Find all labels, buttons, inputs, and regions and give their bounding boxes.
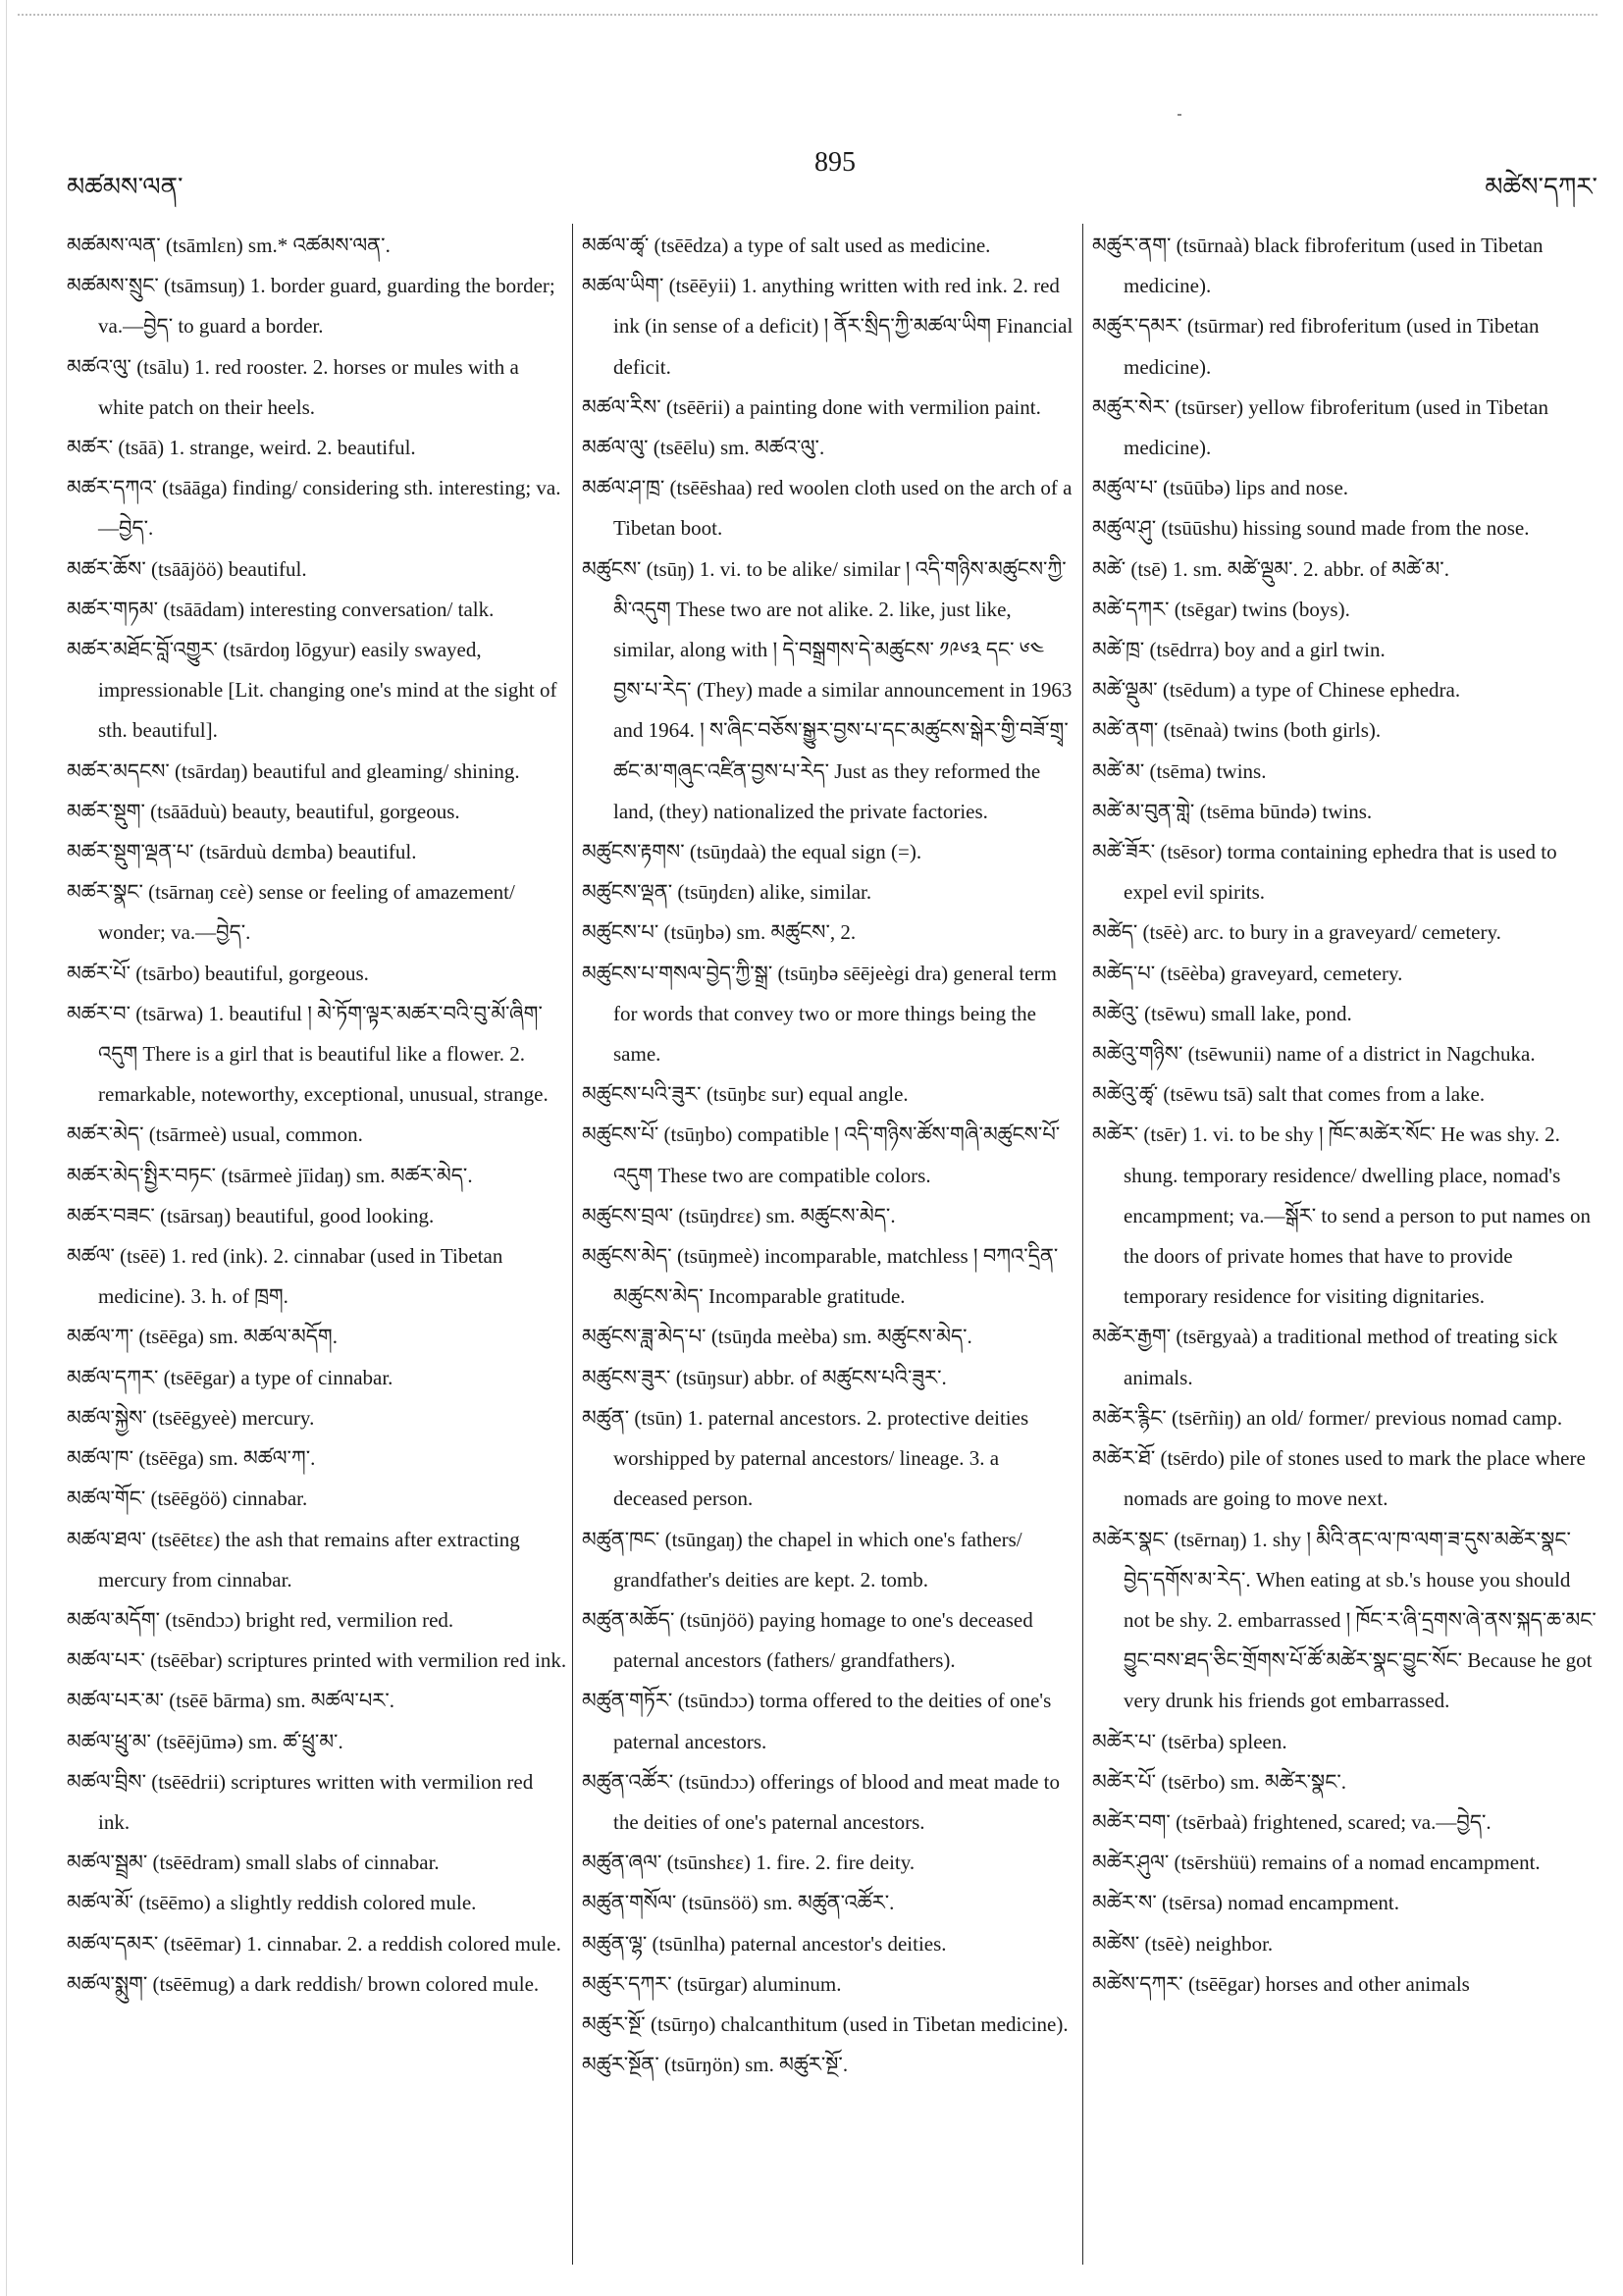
dictionary-entry: མཚུལ་ཤུ་ (tsūūshu) hissing sound made from the nose. [1092,516,1530,541]
dictionary-entry: མཚུན་ཞལ་ (tsūnshɛɛ) 1. fire. 2. fire deity. [582,1851,916,1875]
dictionary-entry: མཚེའུ་ཚྭ་ (tsēwu tsā) salt that comes from a lake. [1092,1082,1486,1107]
dictionary-entry: མཚལ་དཀར་ (tsēēgar) a type of cinnabar. [67,1365,393,1389]
dictionary-entry: མཚལ་ཡིག་ (tsēēyii) 1. anything written with red ink. 2. red ink (in sense of a deficit) ། ནོར་སྲིད་ཀྱི་མཚལ་ཡིག Financial deficit. [582,274,1073,379]
dictionary-entry: མཚལ་སྦྲམ་ (tsēēdram) small slabs of cinnabar. [67,1851,440,1875]
dictionary-entry: མཚེར་ (tsēr) 1. vi. to be shy ། ཁོང་མཚེར་སོང་ He was shy. 2. shung. temporary residence/ dwelling place, nomad's encampment; va.—སྒོར་ to send a person to put names on the doors of private homes that have to provide temporary residence for visiting dignitaries. [1092,1122,1592,1309]
page-edge [6,0,7,2296]
scan-edge-mark [18,14,1597,16]
dictionary-entry: མཚར་དཀའ་ (tsāāga) finding/ considering sth. interesting; va.—བྱེད་. [67,476,561,541]
guide-word-right: མཚེས་དཀར་ [1485,173,1597,201]
column-left [67,226,569,2005]
dictionary-entry: མཚར་ཆོས་ (tsāājöö) beautiful. [67,556,307,581]
dictionary-entry: མཚམས་སྲུང་ (tsāmsuŋ) 1. border guard, guarding the border; va.—བྱེད་ to guard a border. [67,274,555,339]
dictionary-entry: མཚེར་པ་ (tsērba) spleen. [1092,1729,1287,1753]
dictionary-entry: མཚལ་པར་ (tsēēbar) scriptures printed with vermilion red ink. [67,1648,567,1673]
dictionary-entry: མཚེ་མ་ (tsēma) twins. [1092,758,1267,783]
page-header [67,147,1597,206]
scan-speck [1178,114,1181,116]
dictionary-entry: མཚལ་པར་མ་ (tsēē bārma) sm. མཚལ་པར་. [67,1689,395,1713]
dictionary-entry: མཚུར་སེར་ (tsūrser) yellow fibroferitum (used in Tibetan medicine). [1092,394,1548,460]
dictionary-entry: མཚལ་ཐལ་ (tsēētɛɛ) the ash that remains after extracting mercury from cinnabar. [67,1527,520,1592]
dictionary-entry: མཚུངས་རྟགས་ (tsūŋdaà) the equal sign (=). [582,840,922,864]
column-right [1092,226,1597,2005]
dictionary-entry: མཚུན་ལྷ་ (tsūnlha) paternal ancestor's deities. [582,1931,947,1956]
dictionary-entry: མཚེས་ (tsēè) neighbor. [1092,1931,1274,1956]
dictionary-entry: མཚལ་ལུ་ (tsēēlu) sm. མཚའ་ལུ་. [582,436,825,460]
page-number: 895 [814,147,856,178]
column-middle [582,226,1074,2085]
dictionary-entry: མཚེ་མ་བུན་གླེ་ (tsēma būndə) twins. [1092,799,1373,823]
dictionary-entry: མཚུན་འཚོར་ (tsūndɔɔ) offerings of blood and meat made to the deities of one's paternal ancestors. [582,1769,1060,1834]
dictionary-entry: མཚེར་པོ་ (tsērbo) sm. མཚེར་སྣང་. [1092,1769,1347,1794]
dictionary-entry: མཚར་སྣང་ (tsārnaŋ cɛè) sense or feeling of amazement/ wonder; va.—བྱེད་. [67,880,515,945]
dictionary-entry: མཚལ་གོང་ (tsēēgöö) cinnabar. [67,1487,308,1511]
dictionary-entry: མཚར་སྡུག་ (tsāāduù) beauty, beautiful, gorgeous. [67,799,460,823]
dictionary-entry: མཚལ་ཤ་ཁྲ་ (tsēēshaa) red woolen cloth used on the arch of a Tibetan boot. [582,476,1073,541]
dictionary-entry: མཚུངས་ཟུར་ (tsūŋsur) abbr. of མཚུངས་པའི་ཟུར་. [582,1365,947,1389]
dictionary-entry: མཚེར་བག་ (tsērbaà) frightened, scared; va.—བྱེད་. [1092,1809,1492,1834]
dictionary-entry: མཚར་ (tsāā) 1. strange, weird. 2. beautiful. [67,436,416,460]
dictionary-entry: མཚུན་གསོལ་ (tsūnsöö) sm. མཚུན་འཚོར་. [582,1891,895,1915]
dictionary-entry: མཚུར་སྔོ་ (tsūrŋo) chalcanthitum (used in Tibetan medicine). [582,2011,1069,2036]
dictionary-entry: མཚུན་མཆོད་ (tsūnjöö) paying homage to one's deceased paternal ancestors (fathers/ grandfathers). [582,1607,1033,1673]
dictionary-entry: མཚུངས་པོ་ (tsūŋbo) compatible ། འདི་གཉིས་ཚོས་གཞི་མཚུངས་པོ་འདུག These two are compatible colors. [582,1122,1061,1187]
dictionary-entry: མཚེ་ལྡུམ་ (tsēdum) a type of Chinese ephedra. [1092,678,1461,703]
dictionary-entry: མཚུར་དཀར་ (tsūrgar) aluminum. [582,1971,842,1996]
dictionary-entry: མཚལ་ཚྭ་ (tsēēdza) a type of salt used as medicine. [582,234,991,257]
dictionary-entry: མཚལ་སྨུག་ (tsēēmug) a dark reddish/ brown colored mule. [67,1971,540,1996]
dictionary-entry: མཚེད་པ་ (tsēèba) graveyard, cemetery. [1092,961,1403,985]
dictionary-entry: མཚུན་གཏོར་ (tsūndɔɔ) torma offered to the deities of one's paternal ancestors. [582,1689,1052,1753]
dictionary-entry: མཚར་གཏམ་ (tsāādam) interesting conversation/ talk. [67,597,495,621]
dictionary-entry: མཚུངས་པ་གསལ་བྱེད་ཀྱི་སྒྲ་ (tsūŋbə sēējeègi dra) general term for words that convey two or more things being the same. [582,961,1057,1067]
dictionary-entry: མཚུན་ཁང་ (tsūngaŋ) the chapel in which one's fathers/ grandfather's deities are kept. 2. tomb. [582,1527,1022,1592]
dictionary-entry: མཚལ་སྐྱེས་ (tsēēgyeè) mercury. [67,1405,315,1430]
dictionary-entry: མཚུལ་པ་ (tsūūbə) lips and nose. [1092,476,1349,500]
dictionary-entry: མཚར་མེད་ (tsārmeè) usual, common. [67,1122,363,1147]
dictionary-entry: མཚར་སྡུག་ལྡན་པ་ (tsārduù dɛmba) beautiful. [67,840,417,864]
dictionary-entry: མཚུར་དམར་ (tsūrmar) red fibroferitum (used in Tibetan medicine). [1092,314,1540,379]
dictionary-entry: མཚར་མཐོང་བློ་འགྱུར་ (tsārdoŋ lōgyur) easily swayed, impressionable [Lit. changing one's mind at the sight of sth. beautiful]. [67,638,557,743]
dictionary-entry: མཚལ་ (tsēē) 1. red (ink). 2. cinnabar (used in Tibetan medicine). 3. h. of ཁྲག. [67,1244,503,1309]
dictionary-entry: མཚུངས་ཟླ་མེད་པ་ (tsūŋda meèba) sm. མཚུངས་མེད་. [582,1325,972,1349]
dictionary-entry: མཚེ་དཀར་ (tsēgar) twins (boys). [1092,597,1350,621]
dictionary-entry: མཚལ་བྲིས་ (tsēēdrii) scriptures written with vermilion red ink. [67,1769,534,1834]
dictionary-entry: མཚར་མེད་སྤྱིར་བཏང་ (tsārmeè jīidaŋ) sm. མཚར་མེད་. [67,1163,473,1187]
dictionary-entry: མཚུངས་པའི་ཟུར་ (tsūŋbɛ sur) equal angle. [582,1082,909,1107]
dictionary-entry: མཚར་མདངས་ (tsārdaŋ) beautiful and gleaming/ shining. [67,758,520,783]
dictionary-entry: མཚུངས་བྲལ་ (tsūŋdrɛɛ) sm. མཚུངས་མེད་. [582,1203,896,1227]
dictionary-entry: མཚར་བ་ (tsārwa) 1. beautiful ། མེ་ཏོག་ལྟར་མཚར་བའི་བུ་མོ་ཞིག་འདུག There is a girl that is beautiful like a flower. 2. remarkable, noteworthy, exceptional, unusual, strange. [67,1001,549,1107]
dictionary-entry: མཚར་པོ་ (tsārbo) beautiful, gorgeous. [67,961,369,985]
dictionary-entry: མཚེས་དཀར་ (tsēēgar) horses and other animals [1092,1971,1470,1996]
dictionary-entry: མཚེར་ཤུལ་ (tsērshüü) remains of a nomad encampment. [1092,1851,1541,1875]
dictionary-entry: མཚལ་རིས་ (tsēērii) a painting done with vermilion paint. [582,394,1041,419]
dictionary-entry: མཚེའུ་ (tsēwu) small lake, pond. [1092,1001,1352,1025]
dictionary-entry: མཚུངས་ལྡན་ (tsūŋdɛn) alike, similar. [582,880,872,905]
guide-word-left: མཚམས་ལན་ [67,173,183,201]
dictionary-entry: མཚེ་ཁྲ་ (tsēdrra) boy and a girl twin. [1092,638,1386,662]
dictionary-entry: མཚེར་རྙིང་ (tsērñiŋ) an old/ former/ previous nomad camp. [1092,1405,1563,1430]
dictionary-entry: མཚུངས་པ་ (tsūŋbə) sm. མཚུངས་, 2. [582,920,857,945]
dictionary-entry: མཚེར་ས་ (tsērsa) nomad encampment. [1092,1891,1400,1915]
dictionary-entry: མཚུར་ནག་ (tsūrnaà) black fibroferitum (used in Tibetan medicine). [1092,234,1544,298]
dictionary-entry: མཚུངས་ (tsūŋ) 1. vi. to be alike/ similar ། འདི་གཉིས་མཚུངས་ཀྱི་མི་འདུག These two are not alike. 2. like, just like, similar, along with ། དེ་བསྒྲགས་དེ་མཚུངས་ ༡༩༦༣ དང་ ༦༤ བྱས་པ་རེད་ (They) made a similar announcement in 1963 and 1964. ། ས་ཞིང་བཅོས་སྒྱུར་བྱས་པ་དང་མཚུངས་སྒེར་གྱི་བཟོ་གྲྭ་ཚང་མ་གཞུང་འཛིན་བྱས་པ་རེད་ Just as they reformed the land, (they) nationalized the private factories. [582,556,1073,823]
dictionary-entry: མཚར་བཟང་ (tsārsaŋ) beautiful, good looking. [67,1203,435,1227]
dictionary-entry: མཚལ་མདོག་ (tsēndɔɔ) bright red, vermilion red. [67,1607,454,1632]
dictionary-entry: མཚེའུ་གཉིས་ (tsēwunii) name of a district in Nagchuka. [1092,1042,1536,1067]
dictionary-entry: མཚེ་ (tsē) 1. sm. མཚེ་ལྡུམ་. 2. abbr. of མཚེ་མ་. [1092,556,1449,581]
dictionary-entry: མཚལ་ཕྲུ་མ་ (tsēējūmə) sm. ཚ་ཕྲུ་མ་. [67,1729,343,1753]
dictionary-entry: མཚུངས་མེད་ (tsūŋmeè) incomparable, matchless ། བཀའ་དྲིན་མཚུངས་མེད་ Incomparable gratitude. [582,1244,1059,1309]
dictionary-entry: མཚའ་ལུ་ (tsālu) 1. red rooster. 2. horses or mules with a white patch on their heels. [67,354,519,419]
dictionary-entry: མཚེ་ནག་ (tsēnaà) twins (both girls). [1092,718,1382,743]
dictionary-entry: མཚུར་སྔོན་ (tsūrŋön) sm. མཚུར་སྔོ་. [582,2053,849,2077]
dictionary-entry: མཚལ་ཁ་ (tsēēga) sm. མཚལ་ཀ་. [67,1446,316,1471]
dictionary-entry: མཚུན་ (tsūn) 1. paternal ancestors. 2. protective deities worshipped by paternal ancestors/ lineage. 3. a deceased person. [582,1405,1029,1511]
column-divider [572,224,573,2265]
dictionary-entry: མཚམས་ལན་ (tsāmlɛn) sm.* འཚམས་ལན་. [67,234,391,257]
dictionary-entry: མཚེར་ཐོ་ (tsērdo) pile of stones used to mark the place where nomads are going to move next. [1092,1446,1586,1511]
dictionary-entry: མཚེར་རྒྱག་ (tsērgyaà) a traditional method of treating sick animals. [1092,1325,1558,1389]
column-divider [1082,224,1083,2265]
dictionary-entry: མཚེར་སྣང་ (tsērnaŋ) 1. shy ། མིའི་ནང་ལ་ཁ་ལག་ཟ་དུས་མཚེར་སྣང་བྱེད་དགོས་མ་རེད་. When eating at sb.'s house you should not be shy. 2. embarrassed ། ཁོང་ར་ཞི་དྲགས་ཞེ་ནས་སྐད་ཆ་མང་བྱུང་བས་ཐད་ཅིང་གྲོགས་པོ་ཚོ་མཚེར་སྣང་བྱུང་སོང་ Because he got very drunk his friends got embarrassed. [1092,1527,1597,1713]
dictionary-entry: མཚལ་དམར་ (tsēēmar) 1. cinnabar. 2. a reddish colored mule. [67,1931,561,1956]
dictionary-entry: མཚལ་ཀ་ (tsēēga) sm. མཚལ་མདོག. [67,1325,338,1349]
dictionary-entry: མཚེད་ (tsēè) arc. to bury in a graveyard/ cemetery. [1092,920,1501,945]
dictionary-entry: མཚེ་ཟོར་ (tsēsor) torma containing ephedra that is used to expel evil spirits. [1092,840,1557,905]
dictionary-entry: མཚལ་མོ་ (tsēēmo) a slightly reddish colored mule. [67,1891,477,1915]
